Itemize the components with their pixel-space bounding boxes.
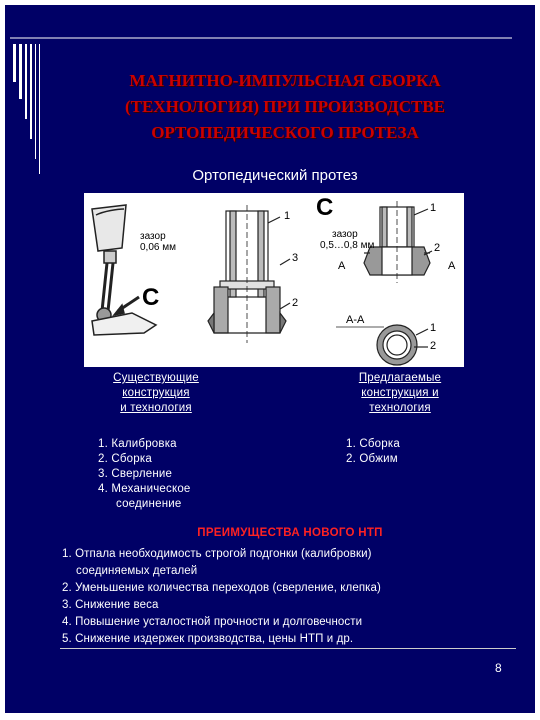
section-letter: А — [448, 260, 456, 272]
right-gap-label-line: зазор — [332, 229, 358, 240]
proposed-list — [346, 437, 496, 467]
advantage-item: 3. Снижение веса — [62, 599, 159, 611]
advantage-item: соединяемых деталей — [76, 565, 198, 577]
footer-divider — [60, 648, 516, 649]
existing-header-line: и технология — [120, 402, 192, 414]
mid-number: 3 — [292, 252, 299, 264]
right-number: 1 — [430, 322, 437, 334]
advantages-list — [62, 546, 522, 648]
advantage-item: 1. Отпала необходимость строгой подгонки (калибровки) — [62, 548, 372, 560]
right-number: 2 — [434, 242, 441, 254]
advantages-title: ПРЕИМУЩЕСТВА НОВОГО НТП — [197, 527, 383, 539]
list-item: соединение — [116, 498, 182, 510]
list-item: 1. Калибровка — [98, 438, 177, 450]
advantage-item: 5. Снижение издержек производства, цены НТП и др. — [62, 633, 354, 645]
proposed-header-line: технология — [369, 402, 431, 414]
mid-number: 1 — [284, 210, 291, 222]
section-label: А-А — [346, 314, 365, 326]
list-item: 1. Сборка — [346, 438, 400, 450]
right-number: 2 — [430, 340, 437, 352]
list-item: 4. Механическое — [98, 483, 191, 495]
page-number: 8 — [495, 661, 502, 675]
title-line: ОРТОПЕДИЧЕСКОГО ПРОТЕЗА — [151, 123, 419, 142]
left-gap-label-line: зазор — [140, 231, 166, 242]
left-gap-label-line: 0,06 мм — [140, 242, 176, 253]
proposed-header-line: Предлагаемые — [358, 372, 442, 384]
advantage-item: 4. Повышение усталостной прочности и долговечности — [62, 616, 363, 628]
prosthesis-figure — [84, 193, 464, 367]
advantage-item: 2. Уменьшение количества переходов (сверление, клепка) — [62, 582, 381, 594]
existing-header — [86, 371, 226, 416]
existing-header-line: конструкция — [122, 387, 190, 399]
technical-drawing — [84, 193, 464, 367]
section-letter: А — [338, 260, 346, 272]
mid-letter: С — [316, 194, 334, 221]
existing-joint-drawing — [208, 205, 290, 343]
proposed-header-line: конструкция и — [361, 387, 439, 399]
existing-header-line: Существующие — [113, 372, 199, 384]
left-letter: С — [142, 284, 160, 311]
mid-number: 2 — [292, 297, 299, 309]
existing-list — [98, 437, 268, 512]
list-item: 2. Обжим — [346, 453, 398, 465]
list-item: 3. Сверление — [98, 468, 173, 480]
title-line: МАГНИТНО-ИМПУЛЬСНАЯ СБОРКА — [129, 71, 441, 90]
prosthesis-leg-drawing — [92, 205, 156, 335]
title-line: (ТЕХНОЛОГИЯ) ПРИ ПРОИЗВОДСТВЕ — [124, 97, 446, 116]
right-number: 1 — [430, 202, 437, 214]
right-gap-label-line: 0,5…0,8 мм — [320, 240, 375, 251]
list-item: 2. Сборка — [98, 453, 152, 465]
proposed-joint-drawing — [364, 201, 432, 365]
subtitle: Ортопедический протез — [192, 167, 358, 184]
proposed-header — [330, 371, 470, 416]
slide-title — [60, 68, 510, 146]
